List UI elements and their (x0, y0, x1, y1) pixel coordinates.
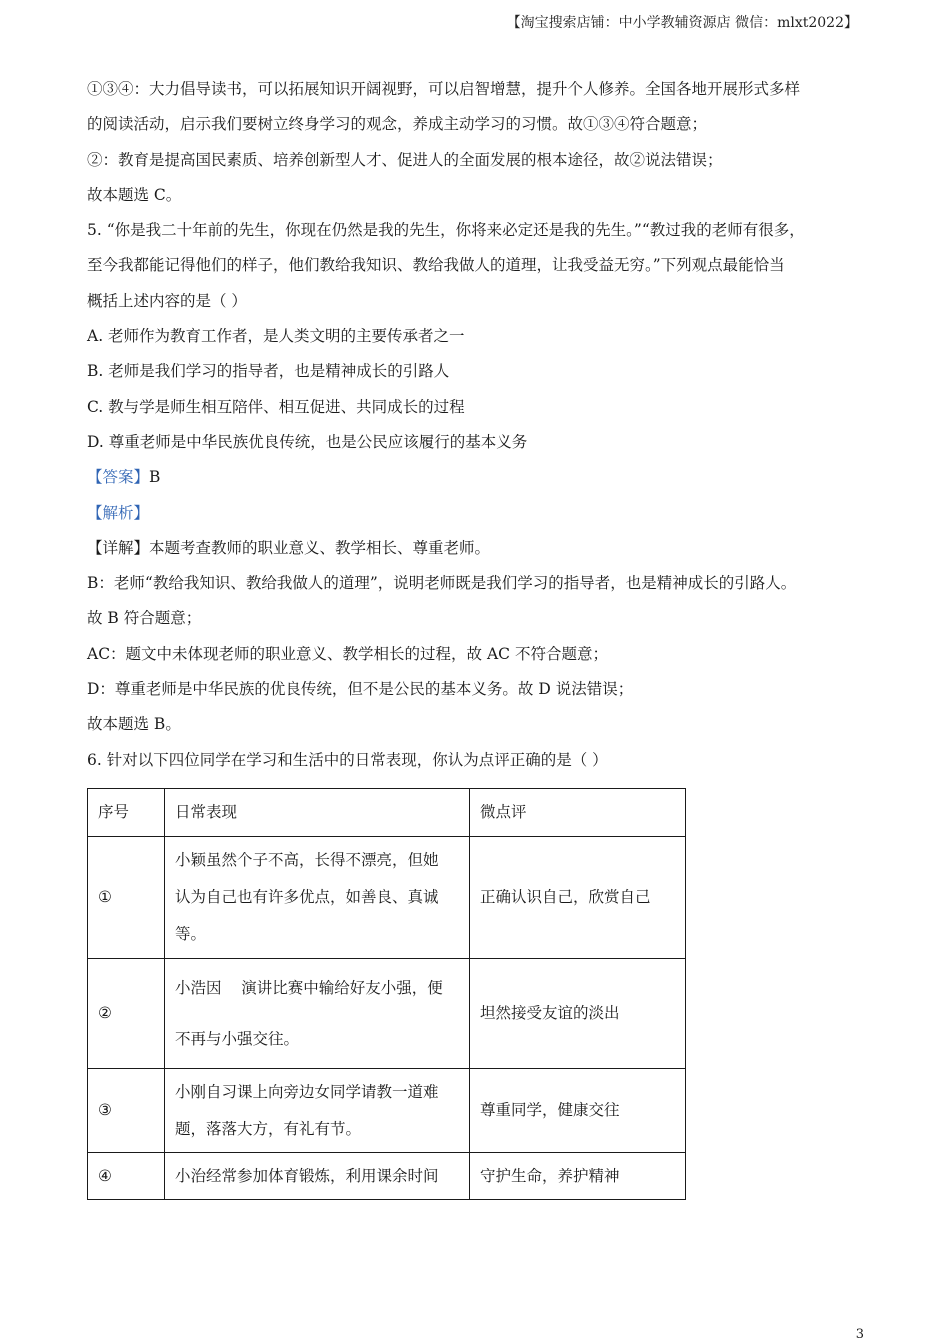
behavior-line: 等。 (175, 925, 207, 943)
behavior-line: 不再与小强交往。 (175, 1029, 300, 1048)
question-6-stem: 6. 针对以下四位同学在学习和生活中的日常表现，你认为点评正确的是（ ） (87, 750, 608, 769)
table-header: 序号 (88, 789, 165, 837)
behavior-cell (165, 959, 470, 1069)
behavior-line: 题，落落大方，有礼有节。 (175, 1119, 362, 1138)
behavior-line: 小治经常参加体育锻炼，利用课余时间 (175, 1166, 439, 1185)
behavior-cell (165, 1153, 470, 1200)
option-d: D. 尊重老师是中华民族优良传统，也是公民应该履行的基本义务 (87, 432, 528, 451)
comment-cell: 守护生命，养护精神 (470, 1153, 686, 1200)
shop-header: 【淘宝搜索店铺：中小学教辅资源店 微信：mlxt2022】 (506, 15, 858, 31)
behavior-line: 小刚自习课上向旁边女同学请教一道难 (175, 1082, 439, 1101)
option-c: C. 教与学是师生相互陪伴、相互促进、共同成长的过程 (87, 397, 465, 416)
table-header: 微点评 (470, 789, 686, 837)
answer-line (87, 460, 872, 495)
analysis-tag: 【解析】 (87, 503, 150, 522)
text-line: 的阅读活动，启示我们要树立终身学习的观念，养成主动学习的习惯。故①③④符合题意； (87, 115, 708, 134)
behavior-line: 小浩因 演讲比赛中输给好友小强，便 (175, 978, 443, 997)
behavior-line: 认为自己也有许多优点，如善良、真诚 (175, 888, 439, 906)
page-number: 3 (855, 1327, 864, 1342)
text-line: 故 B 符合题意； (87, 609, 202, 628)
comment-cell: 坦然接受友谊的淡出 (470, 959, 686, 1069)
option-a: A. 老师作为教育工作者，是人类文明的主要传承者之一 (87, 327, 465, 346)
table-header: 日常表现 (165, 789, 470, 837)
text-line: 故本题选 B。 (87, 715, 181, 734)
text-line: AC：题文中未体现老师的职业意义、教学相长的过程，故 AC 不符合题意； (87, 644, 608, 663)
text-line: 至今我都能记得他们的样子，他们教给我知识、教给我做人的道理，让我受益无穷。”下列观点最能恰当 (87, 256, 785, 275)
text-line: ①③④：大力倡导读书，可以拓展知识开阔视野，可以启智增慧，提升个人修养。全国各地开展形式多样 (87, 80, 801, 98)
page-content (87, 72, 872, 778)
table-header-row (88, 789, 686, 837)
text-line: D：尊重老师是中华民族的优良传统，但不是公民的基本义务。故 D 说法错误； (87, 680, 634, 699)
table-row (88, 959, 686, 1069)
question-5-stem: 5. “你是我二十年前的先生，你现在仍然是我的先生，你将来必定还是我的先生。”“教过我的老师有很多， (87, 221, 805, 240)
answer-tag: 【答案】 (87, 468, 150, 487)
table-row (88, 837, 686, 959)
behavior-cell (165, 1069, 470, 1153)
text-line: 【详解】本题考查教师的职业意义、教学相长、尊重老师。 (87, 538, 491, 557)
table-row (88, 1153, 686, 1200)
text-line: 故本题选 C。 (87, 185, 182, 204)
row-number: ③ (88, 1069, 165, 1153)
row-number: ② (88, 959, 165, 1069)
comment-cell: 正确认识自己，欣赏自己 (470, 837, 686, 959)
analysis-line (87, 496, 872, 531)
table-row (88, 1069, 686, 1153)
text-line: 概括上述内容的是（ ） (87, 291, 247, 310)
comment-cell: 尊重同学，健康交往 (470, 1069, 686, 1153)
text-line: B：老师“教给我知识、教给我做人的道理”，说明老师既是我们学习的指导者，也是精神成长的引路人。 (87, 574, 797, 593)
behavior-cell (165, 837, 470, 959)
behavior-line: 小颖虽然个子不高，长得不漂亮，但她 (175, 851, 439, 869)
answer-value: B (149, 468, 161, 487)
row-number: ④ (88, 1153, 165, 1200)
option-b: B. 老师是我们学习的指导者，也是精神成长的引路人 (87, 362, 450, 381)
text-line: ②：教育是提高国民素质、培养创新型人才、促进人的全面发展的根本途径，故②说法错误； (87, 150, 723, 169)
behavior-table (87, 788, 686, 1200)
row-number: ① (88, 837, 165, 959)
